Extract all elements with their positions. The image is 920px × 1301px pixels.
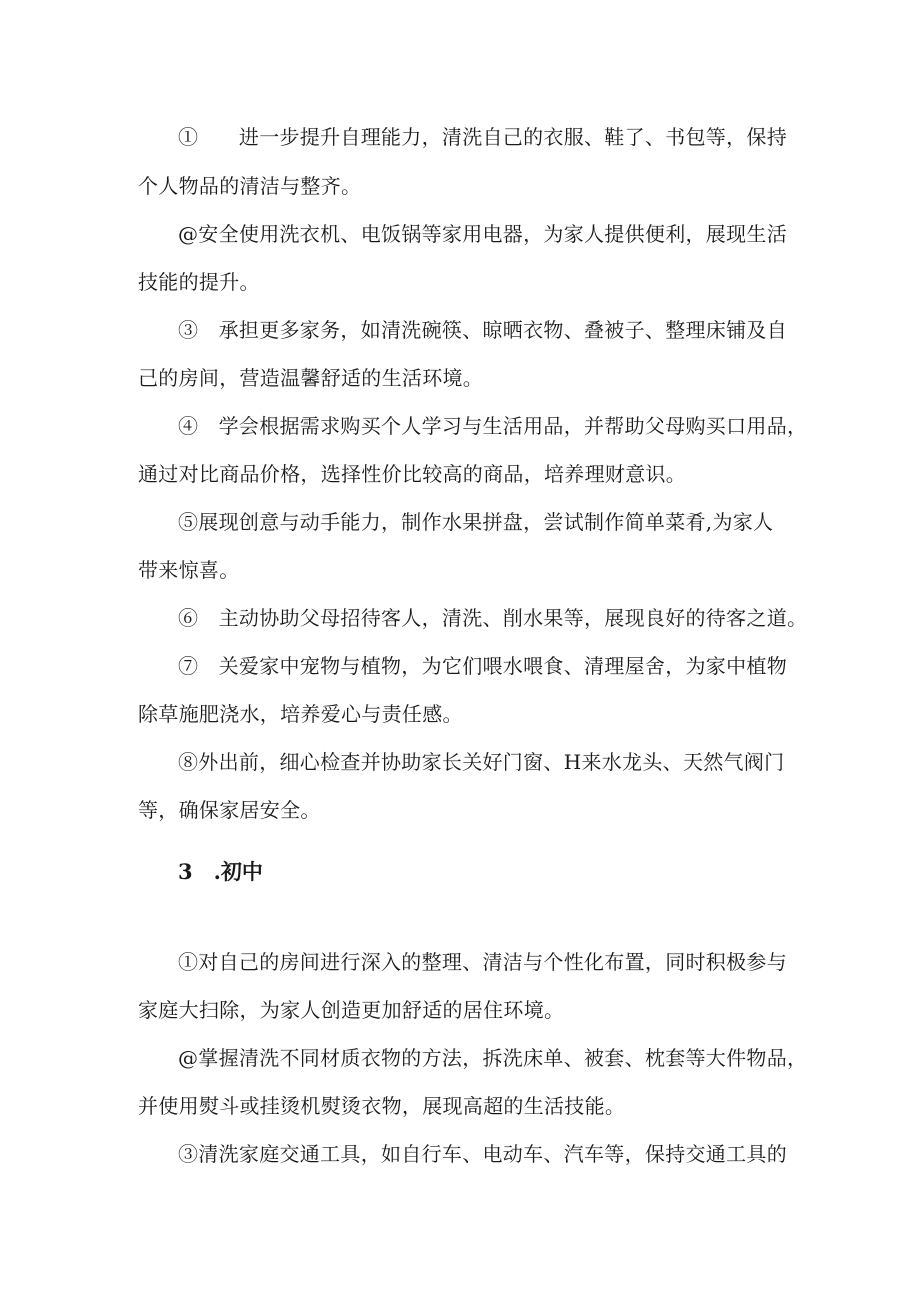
item-7-line-2: 除草施肥浇水，培养爱心与责任感。 bbox=[138, 702, 463, 726]
item-5-line-2: 带来惊喜。 bbox=[138, 558, 240, 582]
item-1-line-1: ① 进一步提升自理能力，清洗自己的衣服、鞋了、书包等，保持 bbox=[178, 125, 787, 149]
item-2-line-2: 技能的提升。 bbox=[138, 270, 260, 294]
item-4-line-1: ④ 学会根据需求购买个人学习与生活用品，并帮助父母购买口用品， bbox=[178, 414, 808, 438]
section-heading: 3 .初中 bbox=[178, 859, 263, 884]
item-6-line-1: ⑥ 主动协助父母招待客人，清洗、削水果等，展现良好的待客之道。 bbox=[178, 606, 808, 630]
item-3-line-2: 己的房间，营造温馨舒适的生活环境。 bbox=[138, 366, 484, 390]
item-3-1-line-1: ①对自己的房间进行深入的整理、清洁与个性化布置，同时积极参与 bbox=[178, 950, 787, 974]
item-4-line-2: 通过对比商品价格，选择性价比较高的商品，培养理财意识。 bbox=[138, 462, 687, 486]
item-7-line-1: ⑦ 关爱家中宠物与植物，为它们喂水喂食、清理屋舍，为家中植物 bbox=[178, 654, 787, 678]
item-3-2-line-2: 并使用熨斗或挂烫机熨烫衣物，展现高超的生活技能。 bbox=[138, 1094, 626, 1118]
item-2-line-1: @安全使用洗衣机、电饭锅等家用电器，为家人提供便利，展现生活 bbox=[178, 222, 787, 246]
item-3-1-line-2: 家庭大扫除，为家人创造更加舒适的居住环境。 bbox=[138, 998, 565, 1022]
item-1-line-2: 个人物品的清洁与整齐。 bbox=[138, 174, 362, 198]
item-3-2-line-1: @掌握清洗不同材质衣物的方法，拆洗床单、被套、枕套等大件物品， bbox=[178, 1046, 808, 1070]
item-3-line-1: ③ 承担更多家务，如清洗碗筷、晾晒衣物、叠被子、整理床铺及自 bbox=[178, 318, 787, 342]
item-8-line-1: ⑧外出前，细心检查并协助家长关好门窗、H来水龙头、天然气阀门 bbox=[178, 750, 785, 774]
item-8-line-2: 等，确保家居安全。 bbox=[138, 798, 321, 822]
item-5-line-1: ⑤展现创意与动手能力，制作水果拼盘，尝试制作简单菜肴,为家人 bbox=[178, 510, 774, 534]
item-3-3-line-1: ③清洗家庭交通工具，如自行车、电动车、汽车等，保持交通工具的 bbox=[178, 1142, 787, 1166]
